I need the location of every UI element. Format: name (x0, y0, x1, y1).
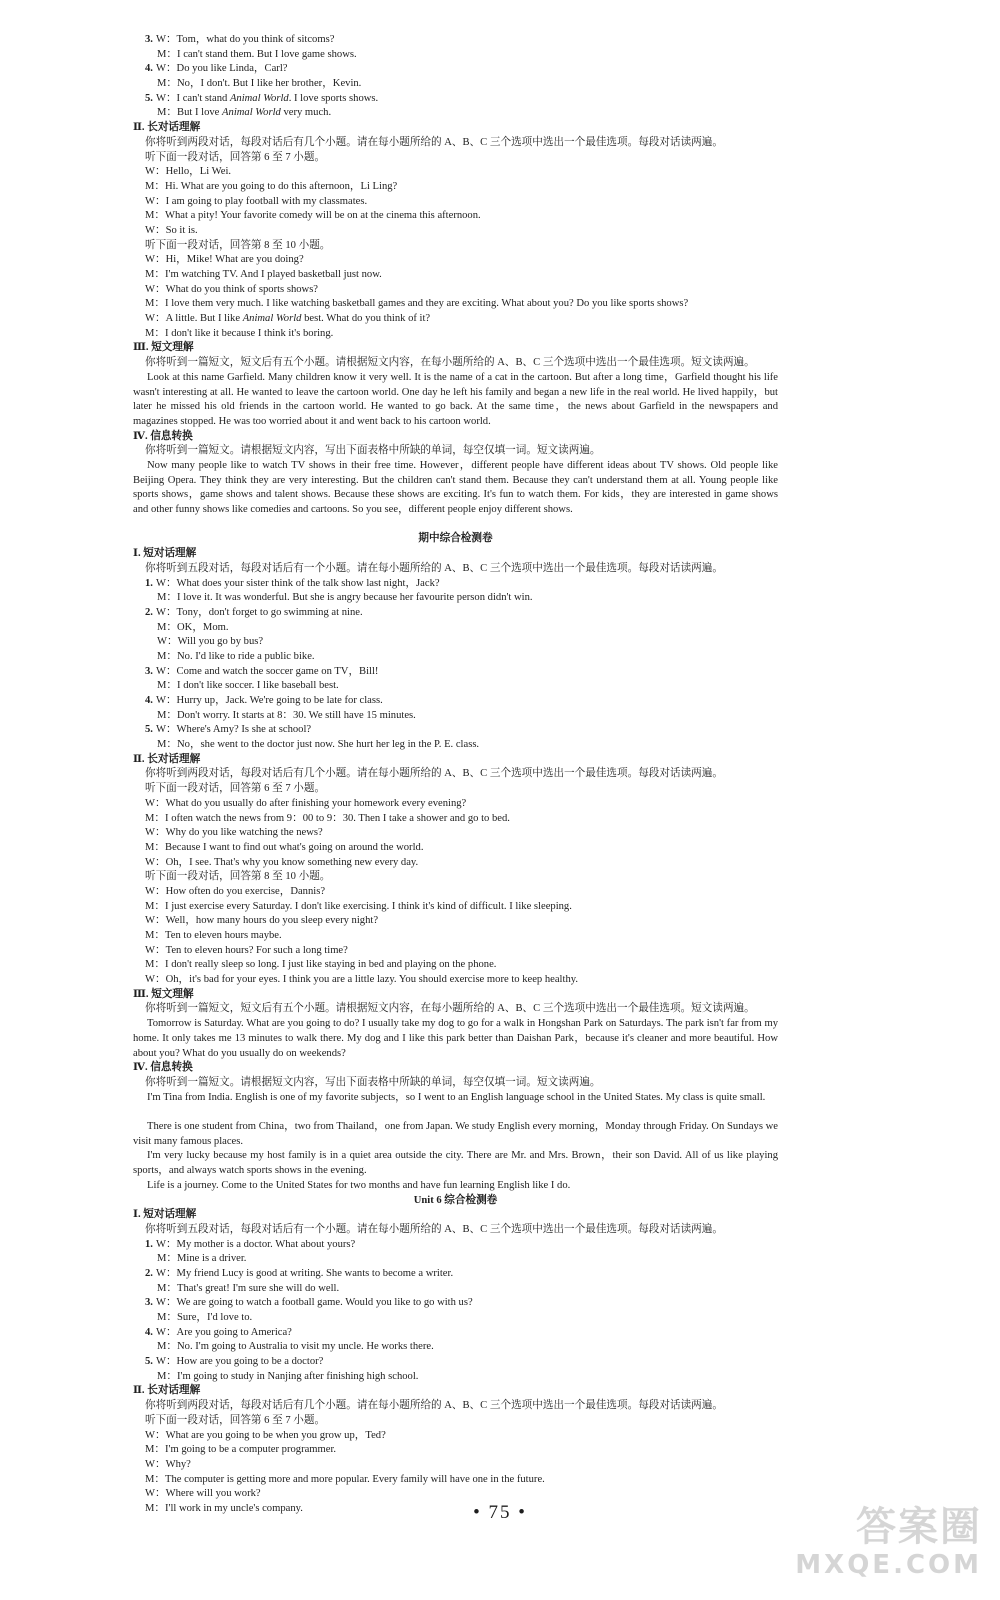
text-line: W：Where will you work? (145, 1488, 261, 1500)
section-heading: Ⅳ. 信息转换 (133, 1062, 193, 1074)
question-number: 5. (145, 724, 153, 736)
question-text: W：Tom，what do you think of sitcoms? (155, 34, 335, 45)
question-text: W：Do you like Linda，Carl? (155, 63, 288, 75)
text-line: 听下面一段对话，回答第 8 至 10 小题。 (145, 239, 331, 251)
question-number: 3. (145, 34, 153, 45)
question-text: W：Where's Amy? Is she at school? (155, 724, 312, 736)
dialogue-response: M：I'm going to study in Nanjing after finishing high school. (157, 1370, 419, 1382)
dialogue-response: M：OK，Mom. (157, 621, 229, 633)
dialogue-response: M：Sure，I'd love to. (157, 1312, 253, 1323)
section-heading: Ⅰ. 短对话理解 (133, 1209, 197, 1221)
text-line: W：I am going to play football with my classmates. (145, 195, 368, 207)
question-line (133, 92, 778, 107)
text-line: 你将听到两段对话，每段对话后有几个小题。请在每小题所给的 A、B、C 三个选项中选出一个最佳选项。每段对话读两遍。 (145, 768, 723, 780)
dialogue-response: M：That's great! I'm sure she will do well. (157, 1282, 340, 1294)
text-line: M：I love them very much. I like watching basketball games and they are exciting. What about you? Do you like sports shows? (145, 298, 689, 310)
dialogue-response: M：Mine is a driver. (157, 1253, 247, 1265)
text-line: 你将听到一篇短文，短文后有五个小题。请根据短文内容，在每小题所给的 A、B、C 三个选项中选出一个最佳选项。短文读两遍。 (145, 357, 755, 369)
text-line: W：Well，how many hours do you sleep every night? (145, 915, 379, 927)
text-line: M：The computer is getting more and more popular. Every family will have one in the future. (145, 1473, 545, 1485)
question-line (133, 33, 778, 48)
page-content (133, 33, 778, 1517)
question-line (133, 1267, 778, 1282)
text-line: M：Hi. What are you going to do this afternoon，Li Ling? (145, 180, 398, 192)
text-line: W：Why? (145, 1458, 191, 1470)
text-line: M：Ten to eleven hours maybe. (145, 930, 282, 942)
question-text: W：Are you going to America? (155, 1326, 292, 1338)
text-line: 你将听到五段对话，每段对话后有一个小题。请在每小题所给的 A、B、C 三个选项中选出一个最佳选项。每段对话读两遍。 (145, 562, 723, 574)
section-heading: Ⅳ. 信息转换 (133, 430, 193, 442)
text-line: M：I don't like it because I think it's boring. (145, 327, 334, 339)
section-heading: Ⅱ. 长对话理解 (133, 122, 201, 134)
transcript-paragraph: Tomorrow is Saturday. What are you going to do? I usually take my dog to go for a walk in Hongshan Park on Saturdays. The park isn't far from my home. It only takes me 13 minutes to walk there. My dog and I like this park better than Daishan Park，because it's cleaner and more beautiful. How about you? What do you usually do on weekends? (133, 1018, 778, 1059)
text-line: 听下面一段对话，回答第 6 至 7 小题。 (145, 783, 326, 795)
transcript-paragraph: Now many people like to watch TV shows in their free time. However，different people have different ideas about TV shows. Old people like Beijing Opera. They think they are very interesting. But the children can't stand them. Because they can't understand them at all. Young people like sports shows，game shows and talent shows. Because these shows are exciting. It's fun to watch them. For kids，they are interested in game shows and other funny shows like comedies and cartoons. So you see，different people enjoy different shows. (133, 459, 778, 516)
watermark-text: 答案圈 (856, 1504, 982, 1550)
question-line (133, 577, 778, 592)
transcript-paragraph: I'm Tina from India. English is one of my favorite subjects，so I went to an English language school in the United States. My class is quite small. (147, 1091, 766, 1103)
text-line: W：How often do you exercise，Dannis? (145, 885, 326, 897)
transcript-paragraph: I'm very lucky because my host family is in a quiet area outside the city. There are Mr. and Mrs. Brown，their son David. All of us like playing sports，and always watch sports shows in the evening. (133, 1150, 778, 1177)
question-line (133, 665, 778, 680)
question-number: 1. (145, 1238, 153, 1250)
question-number: 5. (145, 92, 153, 104)
text-line: M：I just exercise every Saturday. I don't like exercising. I think it's kind of difficult. I like sleeping. (145, 900, 572, 912)
dialogue-response: M：But I love Animal World very much. (157, 107, 332, 119)
question-line (133, 1326, 778, 1341)
text-line: 听下面一段对话，回答第 6 至 7 小题。 (145, 151, 326, 163)
question-text: W：Hurry up，Jack. We're going to be late for class. (155, 695, 383, 707)
text-line: W：So it is. (145, 224, 198, 236)
question-number: 5. (145, 1356, 153, 1368)
question-line (133, 1296, 778, 1311)
question-number: 3. (145, 665, 153, 677)
text-line: W：Hello，Li Wei. (145, 166, 232, 178)
question-line (133, 694, 778, 709)
text-line: 听下面一段对话，回答第 6 至 7 小题。 (145, 1414, 326, 1426)
dialogue-response: M：No，she went to the doctor just now. She hurt her leg in the P. E. class. (157, 739, 480, 751)
question-number: 2. (145, 606, 153, 618)
page-number: • 75 • (473, 1502, 527, 1523)
text-line: W：What do you think of sports shows? (145, 283, 319, 295)
text-line: 你将听到一篇短文。请根据短文内容，写出下面表格中所缺的单词，每空仅填一词。短文读两遍。 (145, 1076, 601, 1088)
text-line: 听下面一段对话，回答第 8 至 10 小题。 (145, 871, 331, 883)
text-line: M：I'll work in my uncle's company. (145, 1502, 303, 1514)
question-text: W：My mother is a doctor. What about yours? (155, 1238, 356, 1250)
transcript-paragraph: There is one student from China，two from Thailand，one from Japan. We study English every morning，Monday through Friday. On Sundays we visit many famous places. (133, 1121, 778, 1147)
text-line: W：Ten to eleven hours? For such a long time? (145, 944, 348, 956)
question-number: 4. (145, 63, 153, 75)
dialogue-response: M：Don't worry. It starts at 8：30. We still have 15 minutes. (157, 709, 416, 721)
question-text: W：I can't stand Animal World. I love sports shows. (155, 92, 379, 104)
test-title: 期中综合检测卷 (418, 533, 493, 545)
question-line (133, 1238, 778, 1253)
question-text: W：How are you going to be a doctor? (155, 1356, 324, 1368)
watermark-domain: MXQE.COM (795, 1550, 982, 1580)
text-line: M：I often watch the news from 9：00 to 9：30. Then I take a shower and go to bed. (145, 812, 510, 824)
text-line: M：I'm watching TV. And I played basketball just now. (145, 269, 382, 280)
text-line: W：A little. But I like Animal World best. What do you think of it? (145, 313, 431, 325)
text-line: W：Hi，Mike! What are you doing? (145, 254, 304, 266)
text-line: M：I'm going to be a computer programmer. (145, 1444, 337, 1456)
dialogue-response: M：I don't like soccer. I like baseball best. (157, 680, 339, 692)
question-line (133, 606, 778, 621)
text-line: M：I don't really sleep so long. I just like staying in bed and playing on the phone. (145, 959, 497, 971)
question-line (133, 1355, 778, 1370)
text-line: W：Oh，it's bad for your eyes. I think you are a little lazy. You should exercise more to keep healthy. (145, 974, 579, 986)
text-line: M：Because I want to find out what's going on around the world. (145, 841, 424, 853)
text-line: 你将听到两段对话，每段对话后有几个小题。请在每小题所给的 A、B、C 三个选项中选出一个最佳选项。每段对话读两遍。 (145, 1400, 723, 1412)
question-text: W：My friend Lucy is good at writing. She wants to become a writer. (155, 1267, 454, 1279)
text-line: 你将听到五段对话，每段对话后有一个小题。请在每小题所给的 A、B、C 三个选项中选出一个最佳选项。每段对话读两遍。 (145, 1223, 723, 1235)
text-line: W：What do you usually do after finishing your homework every evening? (145, 797, 467, 809)
transcript-paragraph: Look at this name Garfield. Many children know it very well. It is the name of a cat in the cartoon. But after a long time，Garfield thought his life wasn't interesting at all. He wanted to leave the cartoon world. One day he left his family and began a new life in the real world. He lived happily，but later he missed his old friends in the cartoon world. He wanted to go back. At the same time，the news about Garfield in the newspapers and magazines stopped. He was too worried about it and went back to his cartoon world. (133, 371, 778, 427)
text-line: W：Oh，I see. That's why you know something new every day. (145, 856, 419, 868)
question-number: 4. (145, 695, 153, 707)
section-heading: Ⅱ. 长对话理解 (133, 753, 201, 765)
question-line (133, 723, 778, 738)
section-heading: Ⅲ. 短文理解 (133, 342, 194, 354)
text-line: 你将听到一篇短文，短文后有五个小题。请根据短文内容，在每小题所给的 A、B、C 三个选项中选出一个最佳选项。短文读两遍。 (145, 1003, 755, 1015)
section-heading: Ⅲ. 短文理解 (133, 988, 194, 1000)
text-line: W：Why do you like watching the news? (145, 827, 323, 839)
text-line: M：What a pity! Your favorite comedy will be on at the cinema this afternoon. (145, 210, 481, 222)
question-number: 4. (145, 1326, 153, 1338)
text-line: 你将听到两段对话，每段对话后有几个小题。请在每小题所给的 A、B、C 三个选项中选出一个最佳选项。每段对话读两遍。 (145, 136, 723, 148)
dialogue-response: M：No，I don't. But I like her brother，Kevin. (157, 78, 362, 90)
section-heading: Ⅱ. 长对话理解 (133, 1385, 201, 1397)
question-text: W：Tony，don't forget to go swimming at nine. (155, 606, 363, 618)
question-text: W：We are going to watch a football game. Would you like to go with us? (155, 1297, 473, 1309)
question-text: W：Come and watch the soccer game on TV，Bill! (155, 665, 379, 677)
question-line (133, 62, 778, 77)
text-line: 你将听到一篇短文。请根据短文内容，写出下面表格中所缺的单词，每空仅填一词。短文读两遍。 (145, 445, 601, 457)
test-title: Unit 6 综合检测卷 (413, 1194, 498, 1206)
watermark-logo (792, 1504, 982, 1592)
question-number: 3. (145, 1297, 153, 1309)
transcript-paragraph: Life is a journey. Come to the United States for two months and have fun learning English like I do. (147, 1179, 571, 1191)
section-heading: Ⅰ. 短对话理解 (133, 548, 197, 560)
text-line: W：What are you going to be when you grow up，Ted? (145, 1429, 386, 1441)
question-text: W：What does your sister think of the talk show last night，Jack? (155, 577, 440, 589)
question-number: 2. (145, 1267, 153, 1279)
dialogue-response: W：Will you go by bus? (157, 636, 264, 648)
dialogue-response: M：No. I'm going to Australia to visit my uncle. He works there. (157, 1341, 434, 1353)
dialogue-response: M：No. I'd like to ride a public bike. (157, 650, 315, 662)
question-number: 1. (145, 577, 153, 589)
dialogue-response: M：I love it. It was wonderful. But she is angry because her favourite person didn't win. (157, 592, 533, 604)
dialogue-response: M：I can't stand them. But I love game shows. (157, 48, 357, 60)
